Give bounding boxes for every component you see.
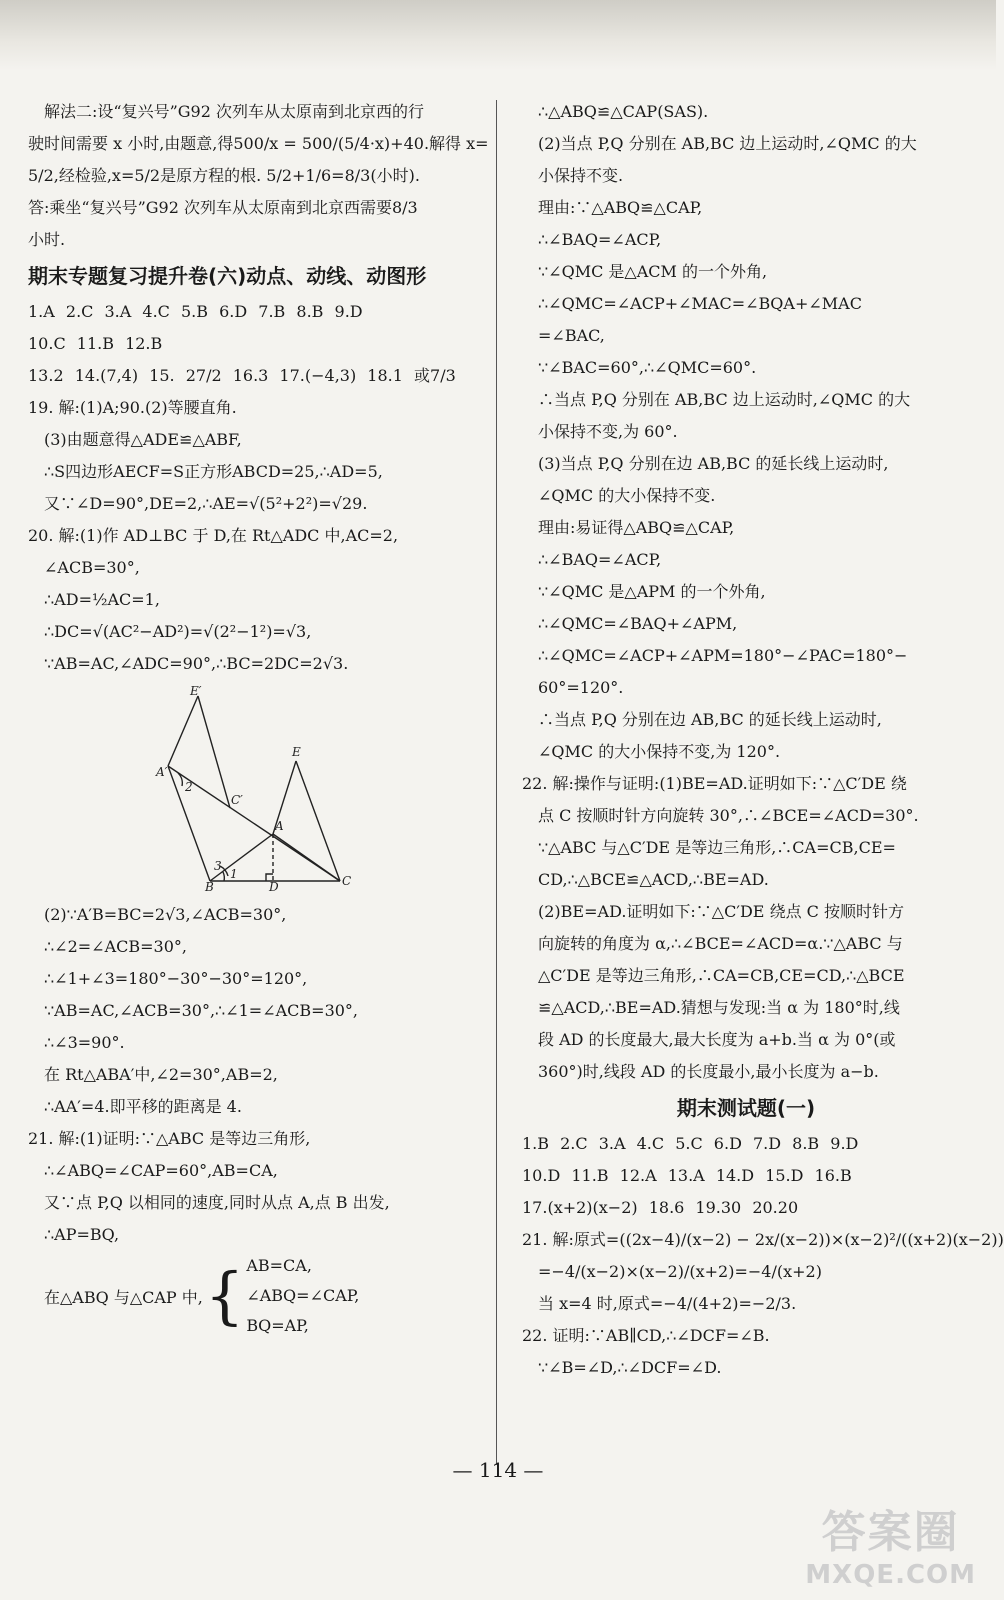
text-line: ∠QMC 的大小保持不变. <box>538 486 716 505</box>
text-line: ∴S四边形AECF=S正方形ABCD=25,∴AD=5, <box>44 462 383 481</box>
page-number: — 114 — <box>452 1458 544 1482</box>
text-line: 360°)时,线段 AD 的长度最小,最小长度为 a−b. <box>538 1062 879 1081</box>
text-line: 答:乘坐“复兴号”G92 次列车从太原南到北京西需要8/3 <box>28 198 418 217</box>
text-line: 21. 解:(1)证明:∵△ABC 是等边三角形, <box>28 1129 311 1148</box>
text-line: 又∵点 P,Q 以相同的速度,同时从点 A,点 B 出发, <box>44 1193 390 1212</box>
brace-items <box>246 1251 359 1341</box>
text-line: 驶时间需要 x 小时,由题意,得500/x = 500/(5/4·x)+40.解得 x= <box>28 134 489 153</box>
text-line: (3)由题意得△ADE≌△ABF, <box>44 430 242 449</box>
text-line: ∵∠QMC 是△APM 的一个外角, <box>538 582 766 601</box>
text-line: 22. 解:操作与证明:(1)BE=AD.证明如下:∵△C′DE 绕 <box>522 774 907 793</box>
answer-row: 13.2 14.(7,4) 15. 27/2 16.3 17.(−4,3) 18.1 或7/3 <box>28 366 456 385</box>
text-line: 理由:易证得△ABQ≌△CAP, <box>538 518 735 537</box>
fig-label: B <box>205 880 214 894</box>
answer-row: 17.(x+2)(x−2) 18.6 19.30 20.20 <box>522 1198 799 1217</box>
text-line: =∠BAC, <box>538 326 605 345</box>
section-heading: 期末测试题(一) <box>676 1096 816 1120</box>
text-line: ≌△ACD,∴BE=AD.猜想与发现:当 α 为 180°时,线 <box>538 998 900 1017</box>
text-line: ∠ACB=30°, <box>44 558 140 577</box>
answer-row: 1.A 2.C 3.A 4.C 5.B 6.D 7.B 8.B 9.D <box>28 302 363 321</box>
answer-row: 10.D 11.B 12.A 13.A 14.D 15.D 16.B <box>522 1166 852 1185</box>
text-line: ∴∠1+∠3=180°−30°−30°=120°, <box>44 969 308 988</box>
text-line: 19. 解:(1)A;90.(2)等腰直角. <box>28 398 237 417</box>
text-line: ∵AB=AC,∠ADC=90°,∴BC=2DC=2√3. <box>44 654 349 673</box>
text-line: 5/2,经检验,x=5/2是原方程的根. 5/2+1/6=8/3(小时). <box>28 166 420 185</box>
proof-system <box>28 1251 478 1341</box>
section-heading: 期末专题复习提升卷(六)动点、动线、动图形 <box>28 264 427 288</box>
text-line: 当 x=4 时,原式=−4/(4+2)=−2/3. <box>538 1294 797 1313</box>
text-line: CD,∴△BCE≌△ACD,∴BE=AD. <box>538 870 769 889</box>
text-line: 小保持不变,为 60°. <box>538 422 678 441</box>
text-line: ∴∠BAQ=∠ACP, <box>538 550 662 569</box>
text-line: ∴∠QMC=∠ACP+∠MAC=∠BQA+∠MAC <box>538 294 862 313</box>
watermark-text: 答案圈 <box>821 1507 960 1558</box>
fig-label: A <box>275 819 284 833</box>
fig-label: C′ <box>231 793 243 807</box>
watermark-url: MXQE.COM <box>805 1560 976 1590</box>
text-line: 21. 解:原式=((2x−4)/(x−2) − 2x/(x−2))×(x−2)²/((x+2)(x−2)) <box>522 1230 1004 1249</box>
fig-label: C <box>342 874 352 888</box>
text-line: ∴DC=√(AC²−AD²)=√(2²−1²)=√3, <box>44 622 312 641</box>
text-line: ∵∠B=∠D,∴∠DCF=∠D. <box>538 1358 722 1377</box>
fig-label: 1 <box>230 867 238 881</box>
right-column <box>522 96 1004 1384</box>
text-line: ∴△ABQ≌△CAP(SAS). <box>538 102 709 121</box>
text-line: ∴∠QMC=∠ACP+∠APM=180°−∠PAC=180°− <box>538 646 908 665</box>
text-line: △C′DE 是等边三角形,∴CA=CB,CE=CD,∴△BCE <box>538 966 905 985</box>
text-line: 小时. <box>28 230 66 249</box>
text-line: 20. 解:(1)作 AD⊥BC 于 D,在 Rt△ADC 中,AC=2, <box>28 526 399 545</box>
text-line: (2)BE=AD.证明如下:∵△C′DE 绕点 C 按顺时针方 <box>538 902 904 921</box>
left-column <box>28 96 489 1341</box>
watermark-logo <box>805 1496 976 1590</box>
fig-label: 3 <box>214 859 222 873</box>
geometry-figure <box>156 684 358 894</box>
text-line: 又∵∠D=90°,DE=2,∴AE=√(5²+2²)=√29. <box>44 494 368 513</box>
text-line: ∴∠ABQ=∠CAP=60°,AB=CA, <box>44 1161 278 1180</box>
text-line: 22. 证明:∵AB∥CD,∴∠DCF=∠B. <box>522 1326 770 1345</box>
text-line: ∴AA′=4.即平移的距离是 4. <box>44 1097 242 1116</box>
text-line: ∠QMC 的大小保持不变,为 120°. <box>538 742 781 761</box>
text-line: ∵AB=AC,∠ACB=30°,∴∠1=∠ACB=30°, <box>44 1001 359 1020</box>
brace-icon: { <box>204 1259 245 1332</box>
brace-item: AB=CA, <box>246 1256 312 1275</box>
answer-row: 10.C 11.B 12.B <box>28 334 163 353</box>
fig-label: D <box>269 880 279 894</box>
text-line: 60°=120°. <box>538 678 624 697</box>
brace-item: BQ=AP, <box>246 1316 309 1335</box>
fig-label: A′ <box>156 765 168 779</box>
text-line: ∴∠2=∠ACB=30°, <box>44 937 187 956</box>
text-line: ∵△ABC 与△C′DE 是等边三角形,∴CA=CB,CE= <box>538 838 896 857</box>
brace-item: ∠ABQ=∠CAP, <box>246 1286 360 1305</box>
text-line: 理由:∵△ABQ≌△CAP, <box>538 198 703 217</box>
column-divider <box>496 100 497 1465</box>
text-line: 在 Rt△ABA′中,∠2=30°,AB=2, <box>44 1065 278 1084</box>
answer-row: 1.B 2.C 3.A 4.C 5.C 6.D 7.D 8.B 9.D <box>522 1134 859 1153</box>
fig-label: E′ <box>190 684 202 698</box>
text-line: 小保持不变. <box>538 166 624 185</box>
text-line: 点 C 按顺时针方向旋转 30°,∴∠BCE=∠ACD=30°. <box>538 806 919 825</box>
text-line: ∴∠QMC=∠BAQ+∠APM, <box>538 614 738 633</box>
text-line: 解法二:设“复兴号”G92 次列车从太原南到北京西的行 <box>44 102 424 121</box>
text-line: ∴当点 P,Q 分别在边 AB,BC 的延长线上运动时, <box>538 710 882 729</box>
text-line: (2)∵A′B=BC=2√3,∠ACB=30°, <box>44 905 287 924</box>
scan-top-shadow <box>0 0 996 70</box>
text-line: ∴∠3=90°. <box>44 1033 125 1052</box>
fig-label: E <box>292 745 301 759</box>
text-line: ∵∠QMC 是△ACM 的一个外角, <box>538 262 768 281</box>
text-line: 向旋转的角度为 α,∴∠BCE=∠ACD=α.∵△ABC 与 <box>538 934 903 953</box>
text-line: ∴AP=BQ, <box>44 1225 120 1244</box>
text-line: ∴当点 P,Q 分别在 AB,BC 边上运动时,∠QMC 的大 <box>538 390 911 409</box>
text-line: =−4/(x−2)×(x−2)/(x+2)=−4/(x+2) <box>538 1262 822 1281</box>
text-line: ∴AD=½AC=1, <box>44 590 160 609</box>
text-line: ∵∠BAC=60°,∴∠QMC=60°. <box>538 358 757 377</box>
text-line: (2)当点 P,Q 分别在 AB,BC 边上运动时,∠QMC 的大 <box>538 134 917 153</box>
text-line: (3)当点 P,Q 分别在边 AB,BC 的延长线上运动时, <box>538 454 889 473</box>
brace-label: 在△ABQ 与△CAP 中, <box>44 1287 203 1307</box>
text-line: ∴∠BAQ=∠ACP, <box>538 230 662 249</box>
fig-label: 2 <box>185 780 193 794</box>
text-line: 段 AD 的长度最大,最大长度为 a+b.当 α 为 0°(或 <box>538 1030 896 1049</box>
